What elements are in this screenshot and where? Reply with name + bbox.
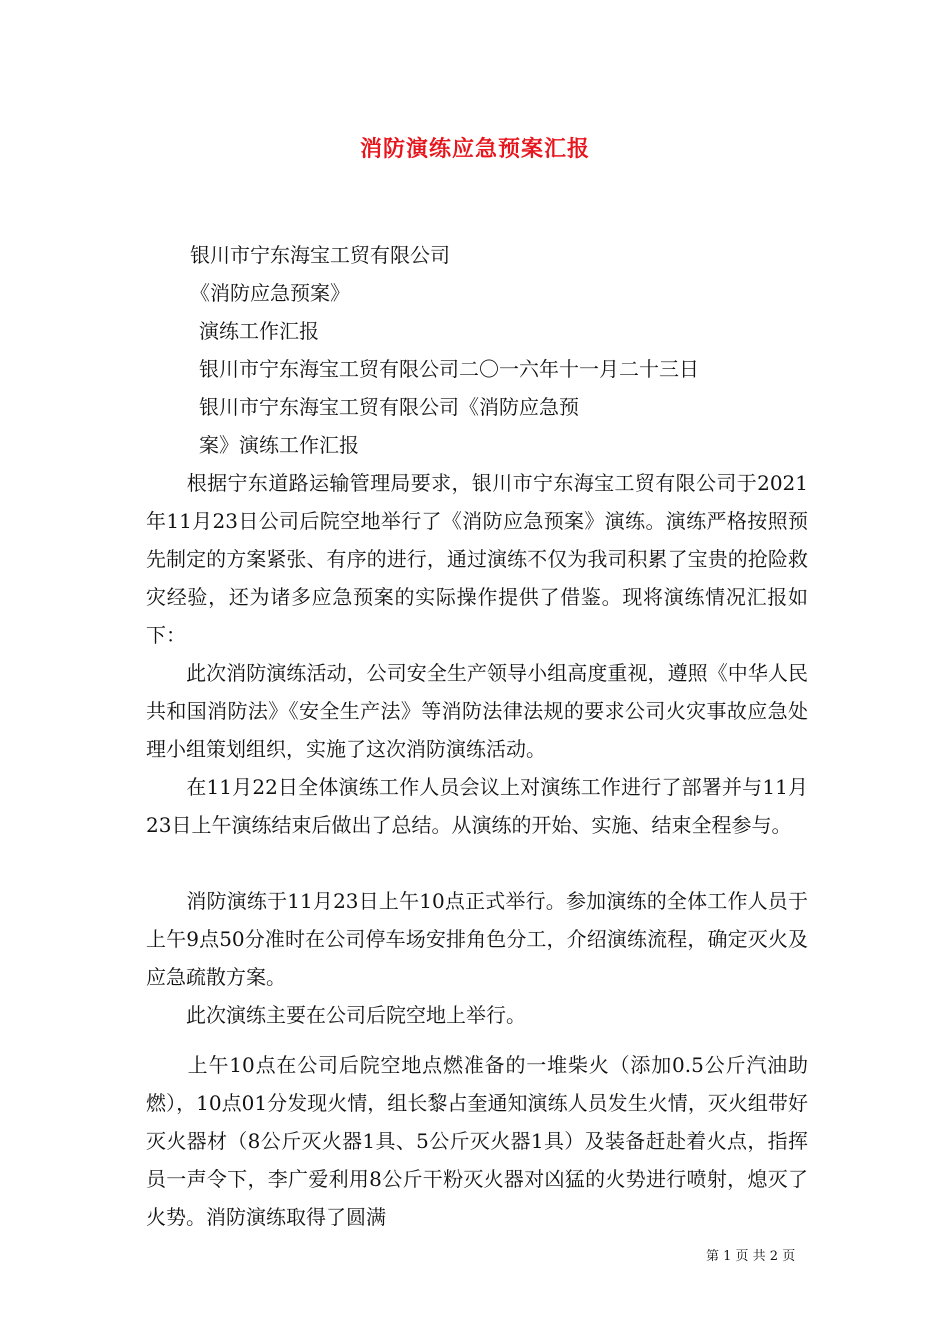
paragraph-organization: 此次消防演练活动，公司安全生产领导小组高度重视，遵照《中华人民共和国消防法》《安全生产法》等消防法律法规的要求公司火灾事故应急处理小组策划组织，实施了这次消防演练活动。 [146, 661, 808, 761]
header-line-plan-name: 《消防应急预案》 [190, 281, 350, 305]
paragraph-location: 此次演练主要在公司后院空地上举行。 [146, 1003, 526, 1027]
header-line-company: 银川市宁东海宝工贸有限公司 [190, 243, 450, 267]
header-line-company-date: 银川市宁东海宝工贸有限公司二〇一六年十一月二十三日 [199, 357, 699, 381]
page-number: 第 1 页 共 2 页 [706, 1249, 796, 1264]
document-title: 消防演练应急预案汇报 [359, 136, 590, 162]
paragraph-schedule: 消防演练于11月23日上午10点正式举行。参加演练的全体工作人员于上午9点50分准时在公司停车场安排角色分工，介绍演练流程，确定灭火及应急疏散方案。 [146, 889, 808, 989]
header-line-subtitle-2: 案》演练工作汇报 [199, 433, 359, 457]
paragraph-drill-process: 上午10点在公司后院空地点燃准备的一堆柴火（添加0.5公斤汽油助燃），10点01分发现火情，组长黎占奎通知演练人员发生火情，灭火组带好灭火器材（8公斤灭火器1具、5公斤灭火器1具）及装备赶赴着火点，指挥员一声令下，李广爱利用8公斤干粉灭火器对凶猛的火势进行喷射，熄灭了火势。消防演练取得了圆满 [146, 1053, 808, 1229]
paragraph-intro: 根据宁东道路运输管理局要求，银川市宁东海宝工贸有限公司于2021年11月23日公司后院空地举行了《消防应急预案》演练。演练严格按照预先制定的方案紧张、有序的进行，通过演练不仅为我司积累了宝贵的抢险救灾经验，还为诸多应急预案的实际操作提供了借鉴。现将演练情况汇报如下： [146, 471, 808, 647]
header-line-report-type: 演练工作汇报 [199, 319, 319, 343]
header-line-subtitle-1: 银川市宁东海宝工贸有限公司《消防应急预 [199, 395, 579, 419]
paragraph-meeting: 在11月22日全体演练工作人员会议上对演练工作进行了部署并与11月23日上午演练结束后做出了总结。从演练的开始、实施、结束全程参与。 [146, 775, 808, 837]
